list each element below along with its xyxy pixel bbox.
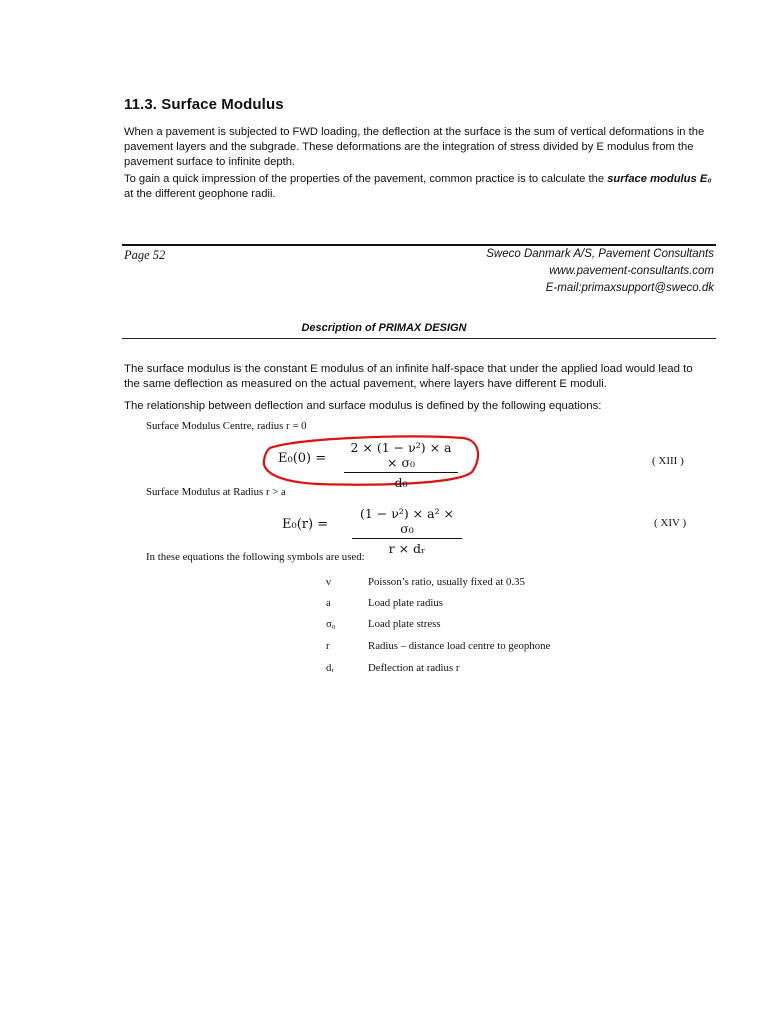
eq2-lhs: E₀(r) =	[282, 517, 329, 532]
body-paragraph-2: The relationship between deflection and surface modulus is defined by the following equations:	[124, 400, 602, 412]
symbol-dr-desc: Deflection at radius r	[368, 662, 460, 674]
eq2-numerator: (1 − ν²) × a² × σ₀	[359, 506, 455, 536]
symbol-a-desc: Load plate radius	[368, 597, 443, 609]
eq1-fraction	[344, 440, 458, 490]
header-rule	[122, 244, 716, 246]
para2-emphasis: surface modulus E₀	[607, 173, 712, 185]
symbol-sigma0-desc: Load plate stress	[368, 618, 441, 630]
eq1-lhs: E₀(0) =	[278, 451, 327, 466]
eq1-numerator: 2 × (1 − ν²) × a × σ₀	[350, 440, 452, 470]
section-heading: 11.3. Surface Modulus	[124, 96, 284, 113]
document-title: Description of PRIMAX DESIGN	[301, 322, 467, 334]
eq2-number: ( XIV )	[654, 517, 687, 529]
symbol-r-desc: Radius – distance load centre to geophone	[368, 640, 551, 652]
eq2-fraction	[352, 506, 462, 556]
eq1-denominator: d₀	[394, 475, 408, 490]
eq1-label: Surface Modulus Centre, radius r = 0	[146, 420, 307, 432]
eq2-label: Surface Modulus at Radius r > a	[146, 486, 286, 498]
symbol-dr: dᵣ	[326, 662, 334, 674]
page-number: Page 52	[124, 248, 166, 262]
symbol-nu: ν	[326, 576, 331, 588]
symbol-sigma0: σ₀	[326, 618, 336, 630]
para2-end: at the different geophone radii.	[124, 188, 276, 200]
section-paragraph-1: When a pavement is subjected to FWD loading, the deflection at the surface is the sum of vertical deformations in the pavement layers and the subgrade. These deformations are the integration of stress divided by E modulus from the pavement surface to infinite depth.	[124, 126, 705, 168]
eq2-fraction-bar	[352, 538, 462, 539]
symbol-r: r	[326, 640, 330, 652]
eq1-number: ( XIII )	[652, 455, 684, 467]
para2-start: To gain a quick impression of the properties of the pavement, common practice is to calculate the	[124, 173, 608, 185]
symbol-nu-desc: Poisson’s ratio, usually fixed at 0.35	[368, 576, 525, 588]
section-paragraph-2	[124, 172, 724, 202]
symbol-a: a	[326, 597, 331, 609]
symbols-intro: In these equations the following symbols are used:	[146, 551, 365, 563]
eq2-denominator: r × dᵣ	[388, 541, 426, 556]
title-rule	[122, 338, 716, 339]
eq1-fraction-bar	[344, 472, 458, 473]
header-company: Sweco Danmark A/S, Pavement Consultants	[486, 248, 714, 260]
header-email: E-mail:primaxsupport@sweco.dk	[545, 282, 714, 294]
header-website: www.pavement-consultants.com	[549, 265, 714, 277]
body-paragraph-1: The surface modulus is the constant E modulus of an infinite half-space that under the applied load would lead to the same deflection as measured on the actual pavement, where layers have different E moduli.	[124, 363, 693, 390]
